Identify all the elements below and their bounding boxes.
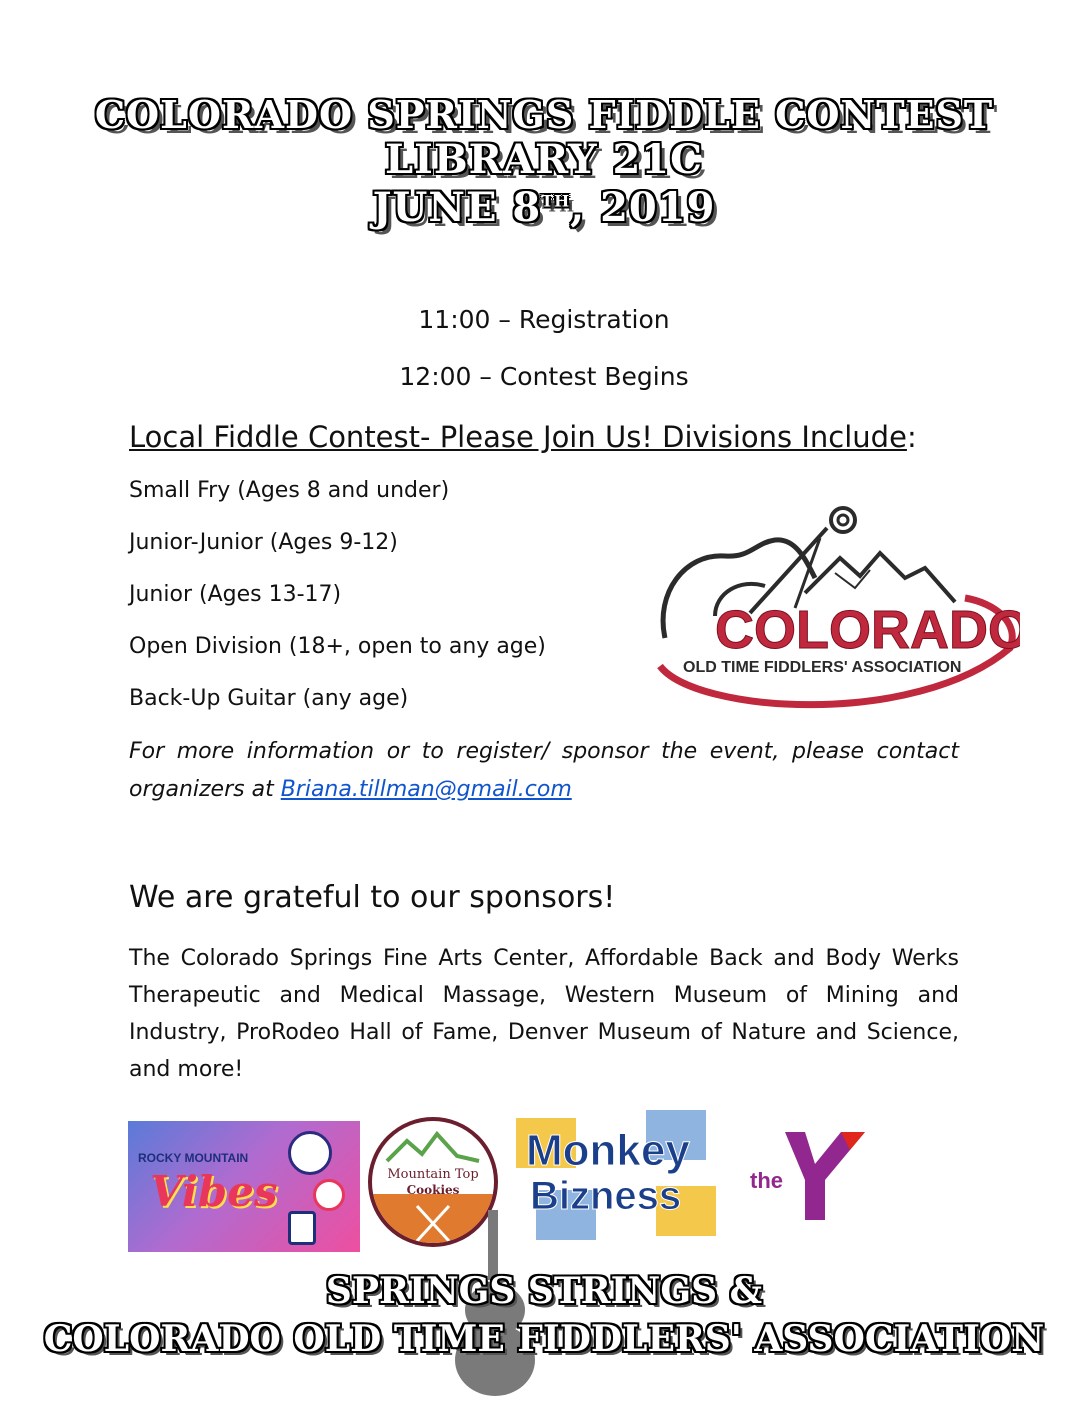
date-day: JUNE 8 (372, 184, 542, 231)
schedule-registration: 11:00 – Registration (418, 305, 670, 334)
title-line-2: LIBRARY 21C (385, 136, 703, 183)
association-logo-tagline: OLD TIME FIDDLERS' ASSOCIATION (683, 659, 962, 676)
fiddle-mountain-icon (655, 498, 1020, 716)
sponsor-logo-vibes (128, 1121, 360, 1252)
footer-line-2: COLORADO OLD TIME FIDDLERS' ASSOCIATION (43, 1318, 1045, 1360)
vibes-name: ROCKY MOUNTAIN (138, 1151, 249, 1165)
divisions-heading-colon: : (906, 420, 917, 454)
key-icon (313, 1179, 345, 1211)
contact-email-link[interactable]: Briana.tillman@gmail.com (280, 777, 572, 802)
ymca-the: the (750, 1168, 783, 1193)
title-line-1: COLORADO SPRINGS FIDDLE CONTEST (94, 92, 994, 137)
sponsor-logo-ymca (745, 1128, 870, 1224)
date-suffix: TH (541, 191, 571, 211)
association-logo (655, 498, 1020, 716)
date-year: , 2019 (570, 184, 716, 231)
ymca-y-icon (745, 1128, 870, 1224)
contact-text: For more information or to register/ sponsor the event, please contact organizers at (129, 739, 959, 802)
schedule-contest-begins: 12:00 – Contest Begins (399, 362, 689, 391)
division-item: Junior-Junior (Ages 9-12) (129, 530, 398, 555)
mountain-top-sub: Cookies (406, 1183, 460, 1197)
division-item: Small Fry (Ages 8 and under) (129, 478, 450, 503)
badge-icon (288, 1211, 316, 1245)
mountain-top-name: Mountain Top (387, 1167, 479, 1182)
monkey-name: Monkey (526, 1126, 690, 1175)
title-line-3 (0, 184, 1088, 231)
footer-line-1: SPRINGS STRINGS & (325, 1270, 763, 1312)
contact-info (129, 733, 959, 809)
ymca-label: YMCA (828, 1199, 846, 1221)
star-icon (288, 1131, 332, 1175)
division-item: Junior (Ages 13-17) (129, 582, 342, 607)
divisions-list (129, 478, 546, 738)
vibes-sub: Vibes (150, 1167, 278, 1216)
division-item: Back-Up Guitar (any age) (129, 686, 409, 711)
divisions-heading (129, 420, 917, 454)
sponsors-text: The Colorado Springs Fine Arts Center, Affordable Back and Body Werks Therapeutic and Medical Massage, Western Museum of Mining and Industry, ProRodeo Hall of Fame, Denver Museum of Nature and Science, and more! (129, 946, 959, 1082)
bizness-name: Bizness (530, 1174, 682, 1218)
association-logo-name: COLORADO (715, 600, 1020, 660)
sponsors-heading: We are grateful to our sponsors! (129, 880, 616, 915)
division-item: Open Division (18+, open to any age) (129, 634, 546, 659)
divisions-heading-text: Local Fiddle Contest- Please Join Us! Divisions Include (129, 420, 907, 454)
